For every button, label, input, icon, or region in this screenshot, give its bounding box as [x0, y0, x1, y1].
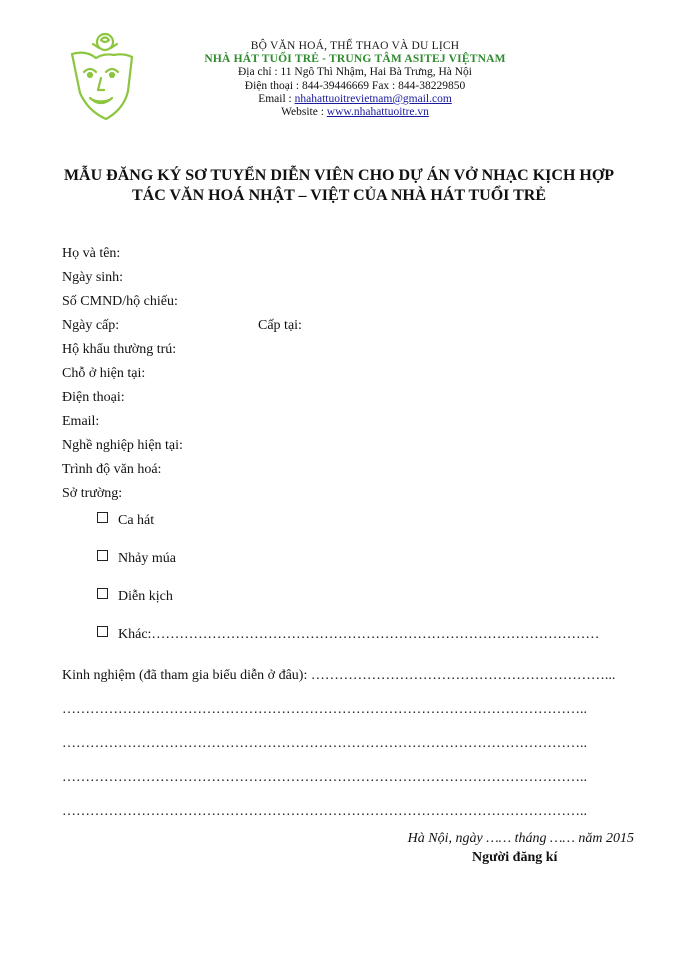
signer-label: Người đăng kí: [472, 850, 558, 865]
field-issue-date[interactable]: Ngày cấp:: [62, 318, 120, 333]
option-other-label: Khác:……………………………………………………………………………………: [118, 627, 600, 642]
experience-line-1[interactable]: …………………………………………………………………………………………………..: [62, 702, 587, 717]
letterhead: [185, 40, 525, 119]
option-acting[interactable]: [97, 587, 599, 625]
address-line: Địa chỉ : 11 Ngô Thì Nhậm, Hai Bà Trưng, Hà Nội: [238, 66, 472, 79]
field-current-address[interactable]: Chỗ ở hiện tại:: [62, 366, 146, 381]
personal-info-fields: [62, 244, 302, 508]
field-occupation[interactable]: Nghề nghiệp hiện tại:: [62, 438, 183, 453]
website-link[interactable]: www.nhahattuoitre.vn: [326, 106, 429, 119]
form-title-line-2: TÁC VĂN HOÁ NHẬT – VIỆT CỦA NHÀ HÁT TUỔI TRẺ: [131, 187, 547, 204]
field-id-number[interactable]: Số CMND/hộ chiếu:: [62, 294, 178, 309]
experience-line-2[interactable]: …………………………………………………………………………………………………..: [62, 736, 587, 751]
experience-line-4[interactable]: …………………………………………………………………………………………………..: [62, 804, 587, 819]
field-permanent-residence[interactable]: Hộ khẩu thường trú:: [62, 342, 177, 357]
phone-line: Điện thoại : 844-39446669 Fax : 844-38229850: [244, 79, 466, 92]
email-link[interactable]: nhahattuoitrevietnam@gmail.com: [294, 92, 452, 105]
checkbox-dancing[interactable]: [97, 550, 108, 561]
ministry-name: BỘ VĂN HOÁ, THỂ THAO VÀ DU LỊCH: [250, 40, 460, 52]
checkbox-acting[interactable]: [97, 588, 108, 599]
field-issue-place[interactable]: Cấp tại:: [258, 318, 302, 333]
field-issue-row: [62, 316, 302, 340]
field-name[interactable]: Họ và tên:: [62, 246, 121, 261]
option-singing[interactable]: [97, 511, 599, 549]
theatre-name: NHÀ HÁT TUỔI TRẺ - TRUNG TÂM ASITEJ VIỆTNAM: [204, 53, 506, 66]
field-email[interactable]: Email:: [62, 414, 100, 429]
checkbox-other[interactable]: [97, 626, 108, 637]
field-phone[interactable]: Điện thoại:: [62, 390, 125, 405]
experience-section: [62, 666, 634, 836]
checkbox-singing[interactable]: [97, 512, 108, 523]
rose-mask-logo-icon: [66, 28, 136, 122]
form-title-line-1: MẪU ĐĂNG KÝ SƠ TUYỂN DIỄN VIÊN CHO DỰ ÁN VỞ NHẠC KỊCH HỢP: [63, 167, 615, 184]
option-other[interactable]: [97, 625, 599, 663]
form-title: [40, 166, 638, 206]
field-strengths: Sở trường:: [62, 486, 123, 501]
website-line: [185, 106, 525, 119]
experience-line-3[interactable]: …………………………………………………………………………………………………..: [62, 770, 587, 785]
field-education[interactable]: Trình độ văn hoá:: [62, 462, 162, 477]
experience-label[interactable]: Kinh nghiệm (đã tham gia biểu diễn ở đâu): ………………………………………………………...: [62, 668, 616, 683]
website-label: Website :: [281, 106, 327, 119]
signing-date: Hà Nội, ngày …… tháng …… năm 2015: [407, 831, 634, 846]
email-line: [185, 93, 525, 106]
option-acting-label: Diễn kịch: [118, 589, 173, 604]
email-label: Email :: [258, 92, 295, 105]
option-singing-label: Ca hát: [118, 513, 155, 528]
strength-options: [97, 511, 599, 663]
field-dob[interactable]: Ngày sinh:: [62, 270, 124, 285]
option-dancing-label: Nhảy múa: [118, 551, 176, 566]
option-dancing[interactable]: [97, 549, 599, 587]
